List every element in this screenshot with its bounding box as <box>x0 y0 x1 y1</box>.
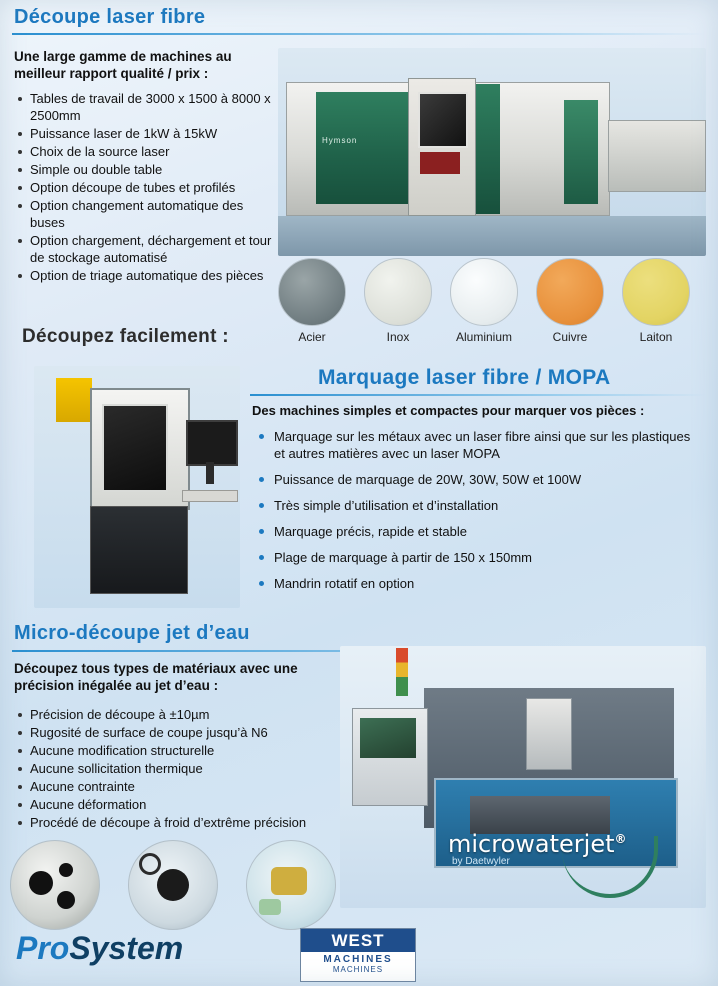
company-brand <box>16 930 183 967</box>
list-item: Tables de travail de 3000 x 1500 à 8000 x 2500mm <box>14 90 276 124</box>
marking-machine-photo <box>34 366 240 608</box>
list-item: Option chargement, déchargement et tour de stockage automatisé <box>14 232 276 266</box>
material-label: Aluminium <box>455 330 512 344</box>
list-item: Option changement automatique des buses <box>14 197 276 231</box>
microwaterjet-logo <box>448 830 627 858</box>
list-item: Aucune déformation <box>14 796 364 813</box>
list-item: Précision de découpe à ±10µm <box>14 706 364 723</box>
list-item: Aucune modification structurelle <box>14 742 364 759</box>
materials-heading: Découpez facilement : <box>22 326 229 347</box>
material-swatch-icon <box>450 258 518 326</box>
material-label: Cuivre <box>552 330 588 344</box>
sample-part-2 <box>128 840 218 930</box>
sample-detail <box>157 869 189 901</box>
material-acier <box>276 258 348 344</box>
list-item: Choix de la source laser <box>14 143 276 160</box>
material-swatch-icon <box>622 258 690 326</box>
material-label: Laiton <box>639 330 673 344</box>
section-title-laser: Découpe laser fibre <box>14 6 206 28</box>
material-label: Acier <box>298 330 326 344</box>
divider-laser <box>12 33 704 35</box>
laser-cutting-machine-photo <box>278 48 706 256</box>
brand-prefix: Pro <box>16 930 70 966</box>
section-title-waterjet: Micro-découpe jet d’eau <box>14 622 250 644</box>
machine-viewing-window <box>102 404 168 492</box>
logo-text: microwaterjet <box>448 830 615 858</box>
brand-suffix: System <box>69 930 184 966</box>
west-machines-logo <box>300 928 416 982</box>
material-laiton <box>620 258 692 344</box>
material-swatch-icon <box>278 258 346 326</box>
sample-part-1 <box>10 840 100 930</box>
sample-detail <box>139 853 161 875</box>
waterjet-feature-list <box>14 706 364 832</box>
list-item: Marquage sur les métaux avec un laser fibre ainsi que sur les plastiques et autres matières avec un laser MOPA <box>252 428 704 462</box>
sample-detail <box>57 891 75 909</box>
material-swatch-icon <box>364 258 432 326</box>
material-swatch-icon <box>536 258 604 326</box>
machine-monitor <box>186 420 238 466</box>
list-item: Plage de marquage à partir de 150 x 150mm <box>252 549 704 566</box>
machine-green-panel-2 <box>474 84 500 214</box>
list-item: Marquage précis, rapide et stable <box>252 523 704 540</box>
list-item: Option de triage automatique des pièces <box>14 267 276 284</box>
cnc-screen <box>360 718 416 758</box>
marking-feature-list <box>252 428 704 601</box>
registered-icon: ® <box>614 832 627 846</box>
photo-floor <box>278 216 706 256</box>
list-item: Rugosité de surface de coupe jusqu’à N6 <box>14 724 364 741</box>
list-item: Très simple d’utilisation et d’installation <box>252 497 704 514</box>
sample-detail <box>29 871 53 895</box>
work-surface <box>470 796 610 834</box>
list-item: Option découpe de tubes et profilés <box>14 179 276 196</box>
signal-tower-light <box>396 648 408 696</box>
machine-green-panel-3 <box>564 100 598 204</box>
logo-top-text: WEST <box>301 929 415 952</box>
list-item: Aucune sollicitation thermique <box>14 760 364 777</box>
sample-detail <box>271 867 307 895</box>
divider-marking <box>250 394 706 396</box>
machine-window <box>418 92 468 148</box>
marking-lead-text: Des machines simples et compactes pour marquer vos pièces : <box>252 403 645 418</box>
waterjet-lead-text: Découpez tous types de matériaux avec une précision inégalée au jet d’eau : <box>14 661 298 693</box>
machine-keyboard <box>182 490 238 502</box>
sample-detail <box>259 899 281 915</box>
machine-extension-table <box>608 120 706 192</box>
sample-parts-photos <box>6 840 356 932</box>
laser-lead-text: Une large gamme de machines au meilleur rapport qualité / prix : <box>14 49 232 81</box>
machine-green-panel <box>316 92 408 204</box>
logo-mid-text: MACHINES <box>323 954 393 965</box>
sample-part-3 <box>246 840 336 930</box>
list-item: Puissance de marquage de 20W, 30W, 50W et 100W <box>252 471 704 488</box>
material-cuivre <box>534 258 606 344</box>
machine-brand-label: Hymson <box>322 136 358 145</box>
machine-control-panel <box>420 152 460 174</box>
material-label: Inox <box>386 330 410 344</box>
sample-detail <box>59 863 73 877</box>
cutting-head <box>526 698 572 770</box>
laser-feature-list <box>14 90 276 285</box>
material-inox <box>362 258 434 344</box>
list-item: Aucune contrainte <box>14 778 364 795</box>
material-aluminium <box>448 258 520 344</box>
list-item: Mandrin rotatif en option <box>252 575 704 592</box>
waterjet-machine-photo <box>340 646 706 908</box>
monitor-stand <box>206 462 214 484</box>
microwaterjet-sublogo: by Daetwyler <box>452 856 510 867</box>
section-title-marking: Marquage laser fibre / MOPA <box>318 366 611 389</box>
logo-bottom-text: MACHINES <box>332 965 384 974</box>
list-item: Puissance laser de 1kW à 15kW <box>14 125 276 142</box>
machine-base <box>90 506 188 594</box>
list-item: Procédé de découpe à froid d’extrême précision <box>14 814 364 831</box>
list-item: Simple ou double table <box>14 161 276 178</box>
machine-arm <box>56 378 92 422</box>
